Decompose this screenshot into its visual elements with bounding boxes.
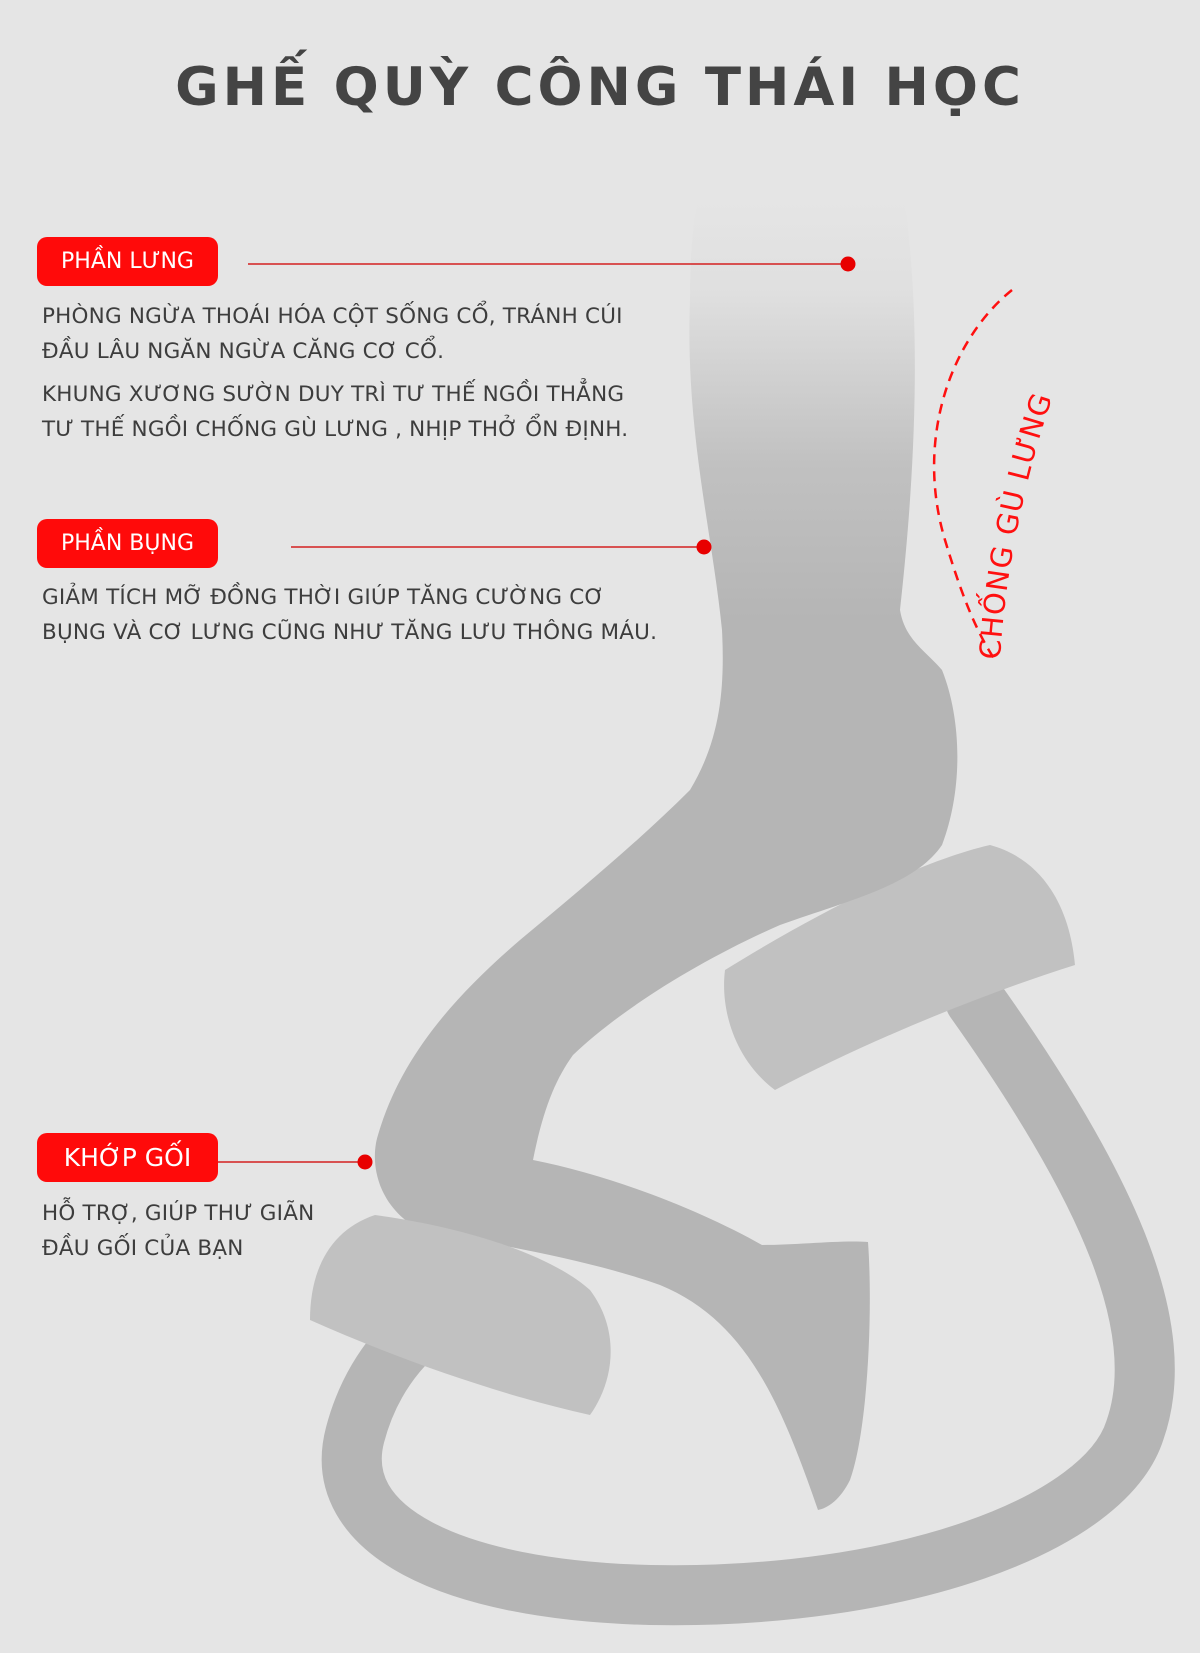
back-section-description: [42, 299, 628, 447]
posture-curve-label: [973, 388, 1059, 660]
belly-description-paragraph: [42, 580, 657, 650]
back-description-paragraph-2: [42, 377, 628, 447]
knee-description-line-2: ĐẦU GỐI CỦA BẠN: [42, 1236, 244, 1261]
belly-description-line-2: BỤNG VÀ CƠ LƯNG CŨNG NHƯ TĂNG LƯU THÔNG MÁU.: [42, 620, 658, 645]
back-description-line-1: PHÒNG NGỪA THOÁI HÓA CỘT SỐNG CỔ, TRÁNH CÚI: [42, 304, 623, 329]
back-description-paragraph-1: [42, 299, 628, 369]
back-section-tag: PHẦN LƯNG: [37, 237, 218, 286]
back-description-line-4: TƯ THẾ NGỒI CHỐNG GÙ LƯNG , NHỊP THỞ ỔN ĐỊNH.: [42, 417, 629, 442]
knee-section-description: [42, 1196, 314, 1266]
knee-description-line-1: HỖ TRỢ, GIÚP THƯ GIÃN: [42, 1201, 315, 1226]
posture-curve-label-path: CHỐNG GÙ LƯNG: [973, 388, 1060, 661]
back-description-line-2: ĐẦU LÂU NGĂN NGỪA CĂNG CƠ CỔ.: [42, 339, 445, 364]
knee-pointer-dot: [358, 1155, 373, 1170]
belly-section-description: [42, 580, 657, 650]
knee-description-paragraph: [42, 1196, 314, 1266]
back-pointer-dot: [841, 257, 856, 272]
belly-description-line-1: GIẢM TÍCH MỠ ĐỒNG THỜI GIÚP TĂNG CƯỜNG CƠ: [42, 585, 605, 610]
back-description-line-3: KHUNG XƯƠNG SƯỜN DUY TRÌ TƯ THẾ NGỒI THẲNG: [42, 382, 625, 407]
belly-pointer-dot: [697, 540, 712, 555]
knee-section-tag: KHỚP GỐI: [37, 1133, 218, 1182]
page-title: GHẾ QUỲ CÔNG THÁI HỌC: [175, 57, 1025, 118]
belly-section-tag: PHẦN BỤNG: [37, 519, 218, 568]
